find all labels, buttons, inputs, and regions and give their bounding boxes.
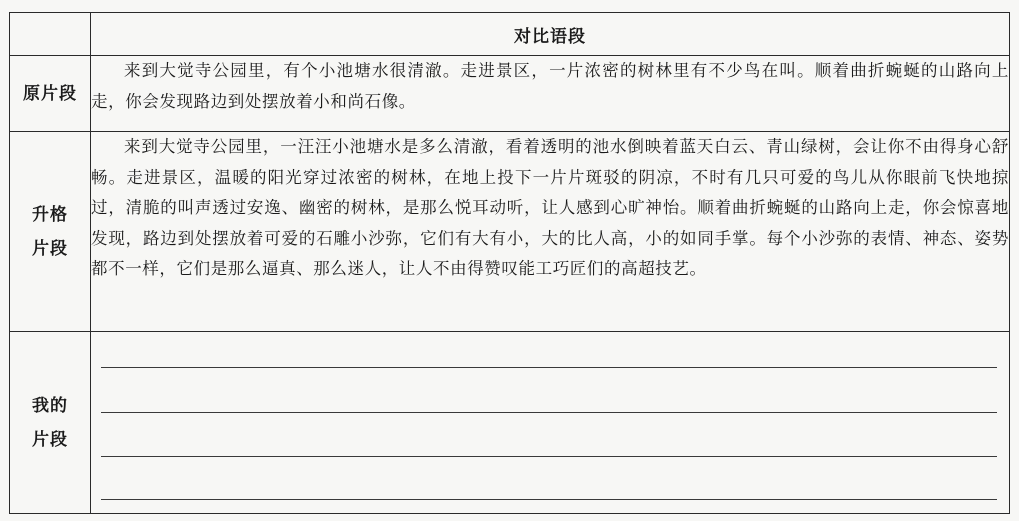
upgraded-paragraph: 来到大觉寺公园里，一汪汪小池塘水是多么清澈，看着透明的池水倒映着蓝天白云、青山绿树，会让你不由得身心舒畅。走进景区，温暖的阳光穿过浓密的树林，在地上投下一片片斑驳的阴凉，不时有几只可爱的鸟儿从你眼前飞快地掠过，清脆的叫声透过安逸、幽密的树林，是那么悦耳动听，让人感到心旷神怡。顺着曲折蜿蜒的山路向上走，你会惊喜地发现，路边到处摆放着可爱的石雕小沙弥，它们有大有小，大的比人高，小的如同手掌。每个小沙弥的表情、神态、姿势都不一样，它们是那么逼真、那么迷人，让人不由得赞叹能工巧匠们的高超技艺。 (91, 137, 1009, 278)
writing-line (101, 367, 997, 368)
row-label-text: 片段 (32, 429, 68, 450)
comparison-table (9, 12, 1010, 514)
row-label-upgraded (10, 132, 91, 332)
writing-line (101, 499, 997, 500)
table-row-original (10, 56, 1010, 132)
my-paragraph-writing-area[interactable] (91, 332, 1010, 514)
row-label-text: 原片段 (23, 83, 77, 104)
row-label-original (10, 56, 91, 132)
row-label-text: 我的 (32, 395, 68, 416)
table-row-upgraded (10, 132, 1010, 332)
original-paragraph-cell (91, 56, 1010, 132)
writing-line (101, 456, 997, 457)
writing-lines (91, 332, 1009, 513)
row-label-text: 升格 (32, 204, 68, 225)
row-label-text: 片段 (32, 238, 68, 259)
row-label-mine (10, 332, 91, 514)
upgraded-paragraph-cell (91, 132, 1010, 332)
column-header: 对比语段 (91, 13, 1010, 56)
header-corner-cell (10, 13, 91, 56)
original-paragraph: 来到大觉寺公园里，有个小池塘水很清澈。走进景区，一片浓密的树林里有不少鸟在叫。顺着曲折蜿蜒的山路向上走，你会发现路边到处摆放着小和尚石像。 (91, 61, 1009, 111)
writing-line (101, 412, 997, 413)
table-header-row (10, 13, 1010, 56)
table-row-mine (10, 332, 1010, 514)
